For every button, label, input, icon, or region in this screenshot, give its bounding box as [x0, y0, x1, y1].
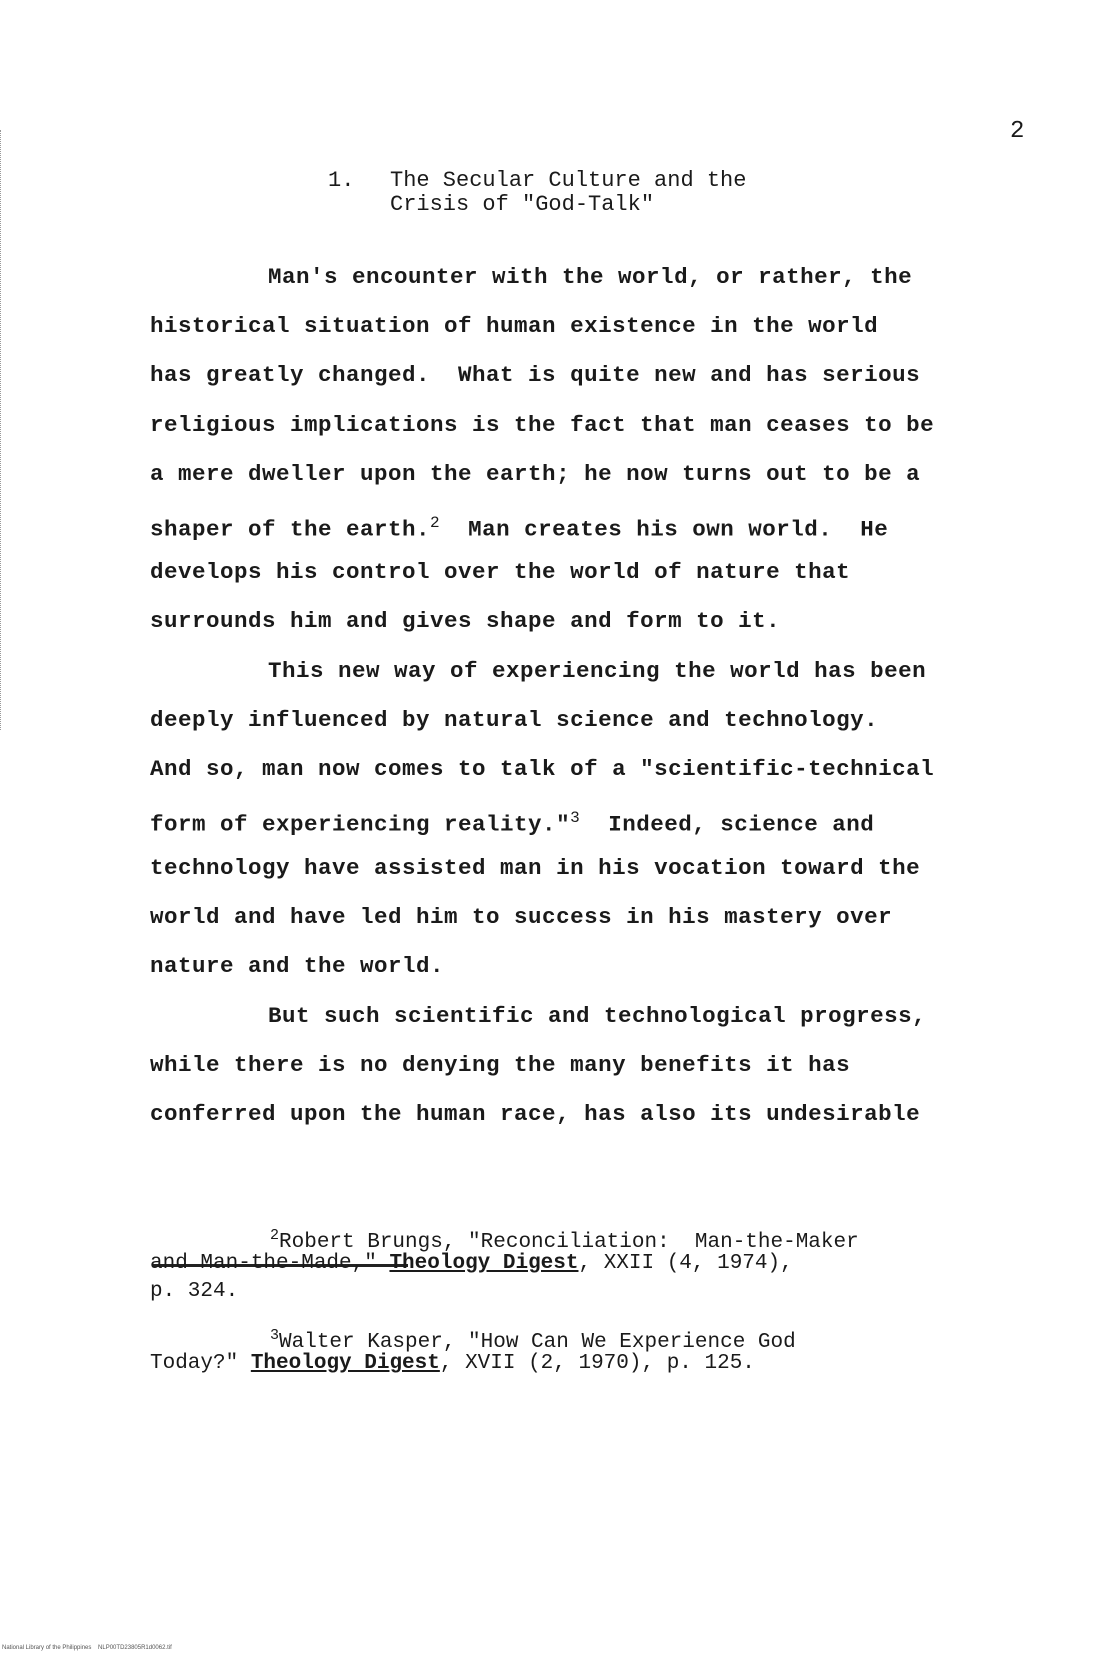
- body-line: [150, 803, 874, 840]
- footnote-text: Today?": [150, 1352, 251, 1375]
- heading-number: 1.: [328, 168, 355, 193]
- footnote-text: , XVII (2, 1970), p. 125.: [439, 1352, 755, 1375]
- body-line: This new way of experiencing the world has been: [268, 658, 927, 684]
- footnote-ref: 3: [570, 809, 581, 827]
- body-line: a mere dweller upon the earth; he now turns out to be a: [150, 461, 921, 487]
- heading-line-1: The Secular Culture and the: [390, 168, 747, 193]
- body-line: [150, 508, 888, 545]
- body-line: technology have assisted man in his vocation toward the: [150, 855, 921, 881]
- footnote-3-line-2: [150, 1350, 755, 1378]
- footnote-journal-title: Theology Digest: [250, 1352, 440, 1375]
- body-line: world and have led him to success in his mastery over: [150, 904, 893, 930]
- body-line-text: shaper of the earth.: [150, 516, 431, 543]
- body-line: surrounds him and gives shape and form to it.: [150, 608, 781, 634]
- page-number: 2: [1010, 118, 1025, 145]
- body-line: But such scientific and technological progress,: [268, 1003, 927, 1029]
- scan-footer-caption: National Library of the Philippines NLP00TD23805R1d0062.tif: [2, 1645, 172, 1651]
- heading-line-2: Crisis of "God-Talk": [390, 192, 655, 217]
- footnote-2-line-2: [150, 1250, 793, 1278]
- body-line: develops his control over the world of nature that: [150, 559, 851, 585]
- footnote-ref: 2: [430, 514, 441, 532]
- footnote-text: and Man-the-Made,": [150, 1252, 390, 1275]
- body-line: while there is no denying the many benefits it has: [150, 1052, 851, 1078]
- footnote-text: Robert Brungs, "Reconciliation: Man-the-Maker: [279, 1231, 859, 1254]
- body-line: conferred upon the human race, has also its undesirable: [150, 1101, 921, 1127]
- footnote-2-line-3: p. 324.: [150, 1280, 239, 1303]
- body-line-text: Man creates his own world. He: [468, 516, 889, 543]
- body-line: has greatly changed. What is quite new and has serious: [150, 362, 921, 388]
- scan-margin-marks: [0, 130, 4, 730]
- body-line-text: form of experiencing reality.": [150, 811, 571, 838]
- body-line: Man's encounter with the world, or rather, the: [268, 264, 913, 290]
- footnote-text: , XXII (4, 1974),: [578, 1252, 793, 1275]
- footnote-journal-title: Theology Digest: [389, 1252, 579, 1275]
- body-line: historical situation of human existence in the world: [150, 313, 879, 339]
- footnote-marker: 2: [270, 1227, 280, 1244]
- body-line-text: Indeed, science and: [608, 811, 875, 838]
- body-line: religious implications is the fact that man ceases to be: [150, 412, 935, 438]
- body-line: deeply influenced by natural science and technology.: [150, 707, 879, 733]
- footnote-marker: 3: [270, 1327, 280, 1344]
- body-line: nature and the world.: [150, 953, 445, 979]
- body-line: And so, man now comes to talk of a "scientific-technical: [150, 756, 935, 782]
- footnote-text: Walter Kasper, "How Can We Experience God: [279, 1331, 796, 1354]
